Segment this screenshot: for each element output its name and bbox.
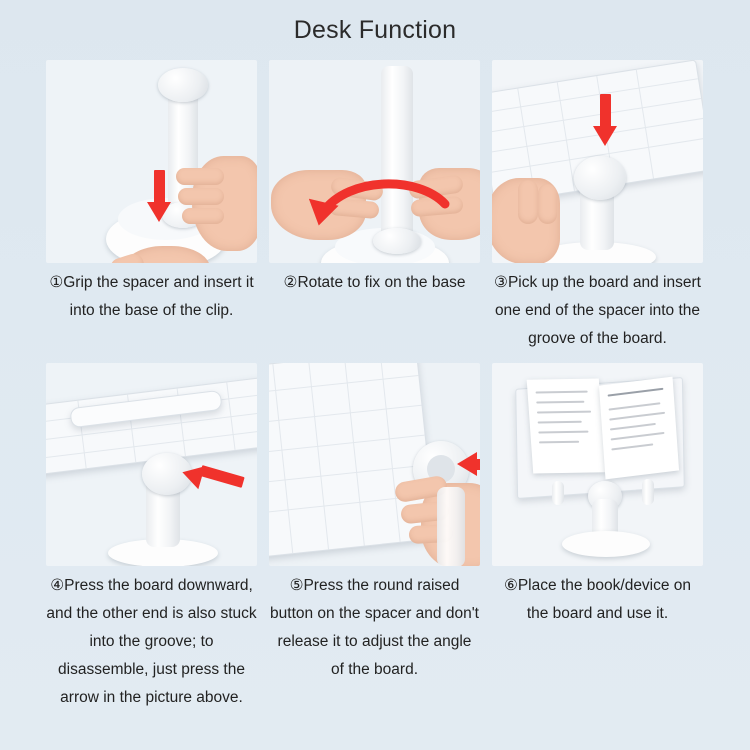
page-title: Desk Function — [293, 16, 457, 44]
step-2-text: Rotate to fix on the base — [297, 274, 466, 291]
open-book-right-page — [599, 377, 679, 480]
straight-down-arrow-stem — [600, 94, 611, 128]
step-5-caption — [269, 566, 480, 684]
pole-top-knob — [158, 68, 208, 102]
board-support-foot-left — [552, 481, 564, 505]
base-disc — [562, 531, 650, 557]
step-2-cell — [263, 60, 486, 353]
board-support-foot-right — [642, 479, 654, 505]
step-4-photo-press-board-downward — [46, 363, 257, 566]
straight-down-arrow-head — [147, 202, 171, 222]
step-6-number: ⑥ — [503, 577, 518, 594]
straight-down-arrow-stem — [154, 170, 165, 204]
finger-3 — [182, 208, 224, 224]
left-pointing-arrow-head — [457, 452, 477, 476]
step-4-cell — [40, 363, 263, 712]
step-6-photo-book-on-board — [492, 363, 703, 566]
step-3-number: ③ — [494, 274, 508, 291]
step-4-caption — [46, 566, 257, 712]
step-5-cell — [263, 363, 486, 712]
round-raised-button — [574, 156, 626, 200]
step-1-cell — [40, 60, 263, 353]
step-1-number: ① — [49, 274, 64, 291]
step-1-text: Grip the spacer and insert it into the base of the clip. — [63, 274, 254, 319]
finger-2 — [178, 188, 224, 205]
step-6-text: Place the book/device on the board and use it. — [517, 577, 692, 622]
step-1-caption — [46, 263, 257, 325]
curved-rotate-arrow — [309, 170, 459, 230]
left-pointing-arrow-stem — [199, 465, 244, 488]
straight-down-arrow-head — [593, 126, 617, 146]
finger-2 — [538, 184, 557, 224]
step-2-number: ② — [283, 274, 298, 291]
finger-1 — [518, 180, 538, 224]
step-3-text: Pick up the board and insert one end of the spacer into the groove of the board. — [494, 274, 701, 347]
step-3-cell — [486, 60, 709, 353]
step-4-number: ④ — [50, 577, 65, 594]
step-6-caption — [492, 566, 703, 628]
step-5-photo-press-round-button — [269, 363, 480, 566]
step-4-text: Press the board downward, and the other end is also stuck into the groove; to disassemble, just press the arrow in the picture above. — [46, 577, 257, 706]
step-6-cell — [486, 363, 709, 712]
spacer-pole — [437, 487, 465, 566]
step-5-text: Press the round raised button on the spacer and don't release it to adjust the angle of the board. — [270, 577, 479, 678]
step-5-number: ⑤ — [289, 577, 304, 594]
steps-grid — [0, 60, 750, 712]
pole-collar — [373, 228, 421, 254]
step-3-photo-insert-spacer-into-groove — [492, 60, 703, 263]
step-1-photo-grip-spacer — [46, 60, 257, 263]
step-2-caption — [269, 263, 480, 297]
finger-1 — [176, 168, 224, 185]
step-2-photo-rotate-to-fix — [269, 60, 480, 263]
step-3-caption — [492, 263, 703, 353]
open-book-left-page — [527, 378, 606, 473]
